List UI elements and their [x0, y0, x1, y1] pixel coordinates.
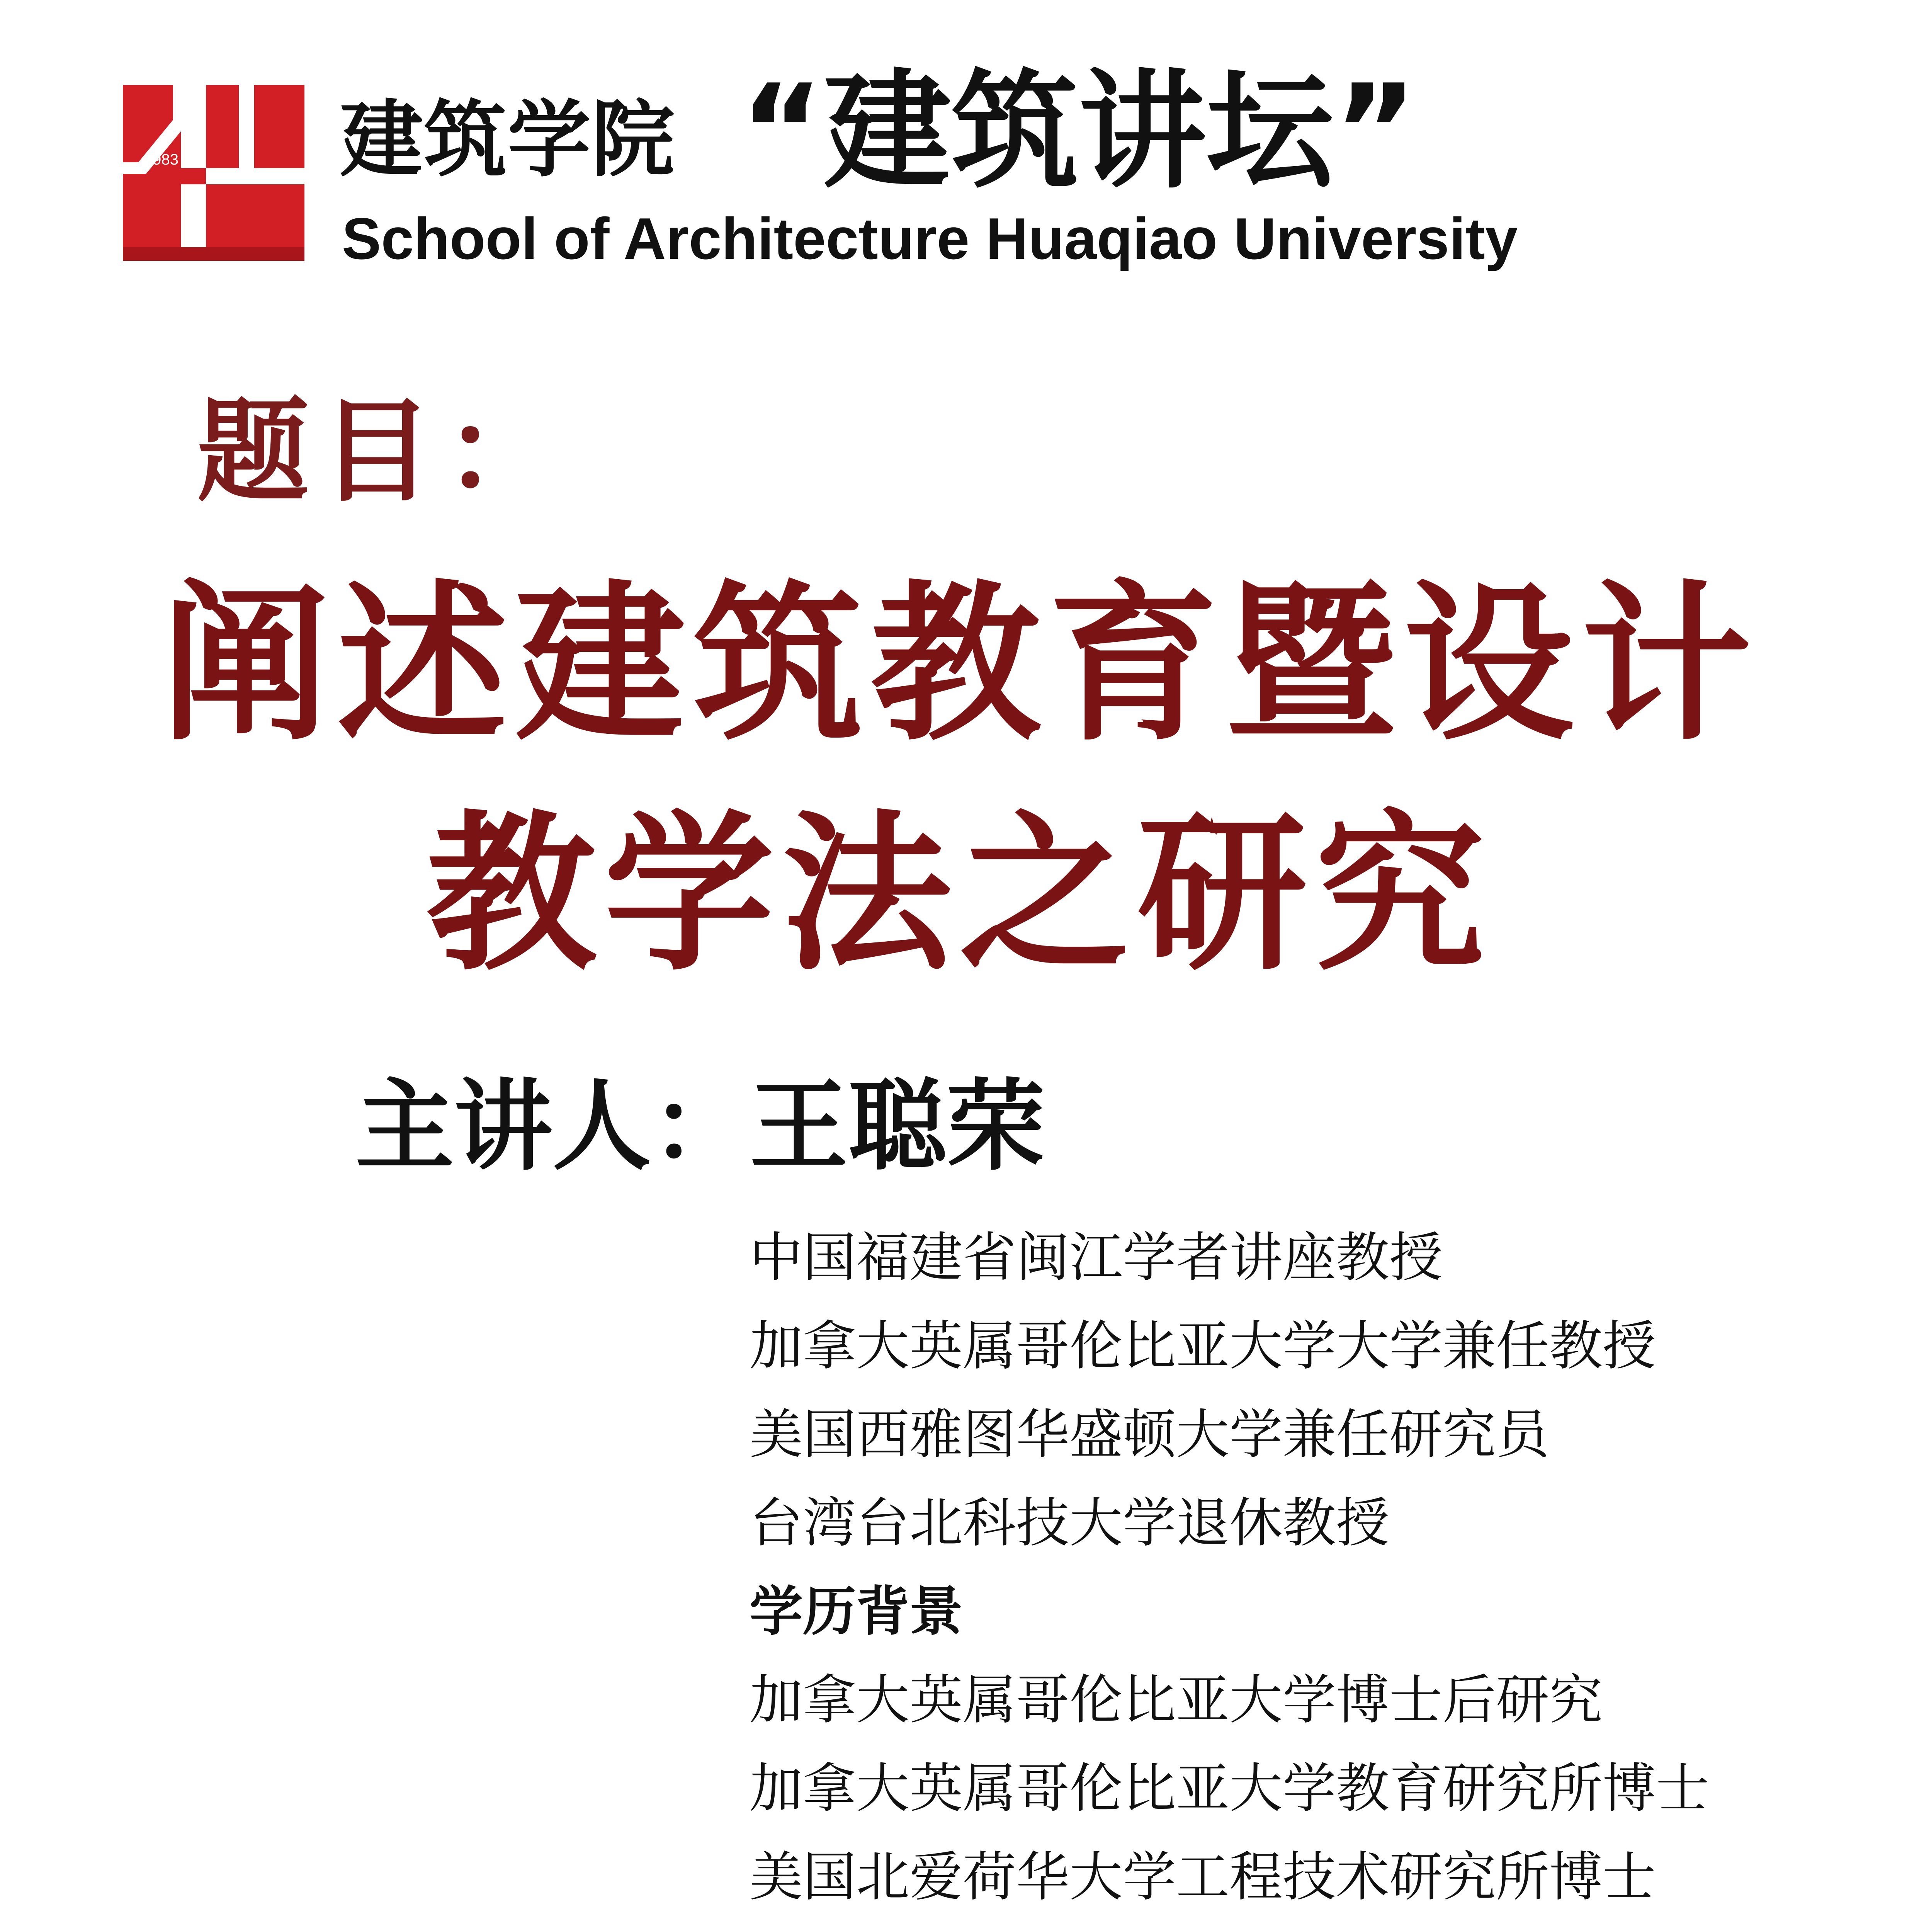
speaker-bio-list [750, 1213, 1709, 1932]
logo-year: 1983 [144, 151, 178, 168]
bio-line: 加拿大英属哥伦比亚大学教育研究所博士 [750, 1757, 1710, 1820]
forum-title: “建筑讲坛” [740, 57, 1418, 206]
school-name-cn: 建筑学院 [340, 91, 675, 188]
bio-line: 台湾台北科技大学退休教授 [750, 1492, 1390, 1554]
speaker-name: 主讲人：王聪荣 [355, 1068, 1045, 1184]
topic-title-line-1: 阐述建筑教育暨设计 [160, 566, 1759, 764]
logo-mark-icon [123, 85, 304, 261]
bio-education-heading: 学历背景 [750, 1580, 963, 1643]
bio-line: 中国福建省闽江学者讲座教授 [750, 1226, 1443, 1289]
bio-line: 加拿大英属哥伦比亚大学大学兼任教授 [750, 1315, 1656, 1377]
topic-title-line-2: 教学法之研究 [426, 796, 1493, 993]
topic-label: 题目： [197, 387, 568, 517]
bio-line: 加拿大英属哥伦比亚大学博士后研究 [750, 1669, 1603, 1731]
school-name-en: School of Architecture Huaqiao University [342, 206, 1518, 272]
bio-line [750, 1921, 1709, 1932]
bio-line: 美国西雅图华盛顿大学兼任研究员 [750, 1403, 1550, 1466]
school-logo [123, 85, 304, 261]
bio-line: 美国北爱荷华大学工程技术研究所博士 [750, 1846, 1656, 1908]
